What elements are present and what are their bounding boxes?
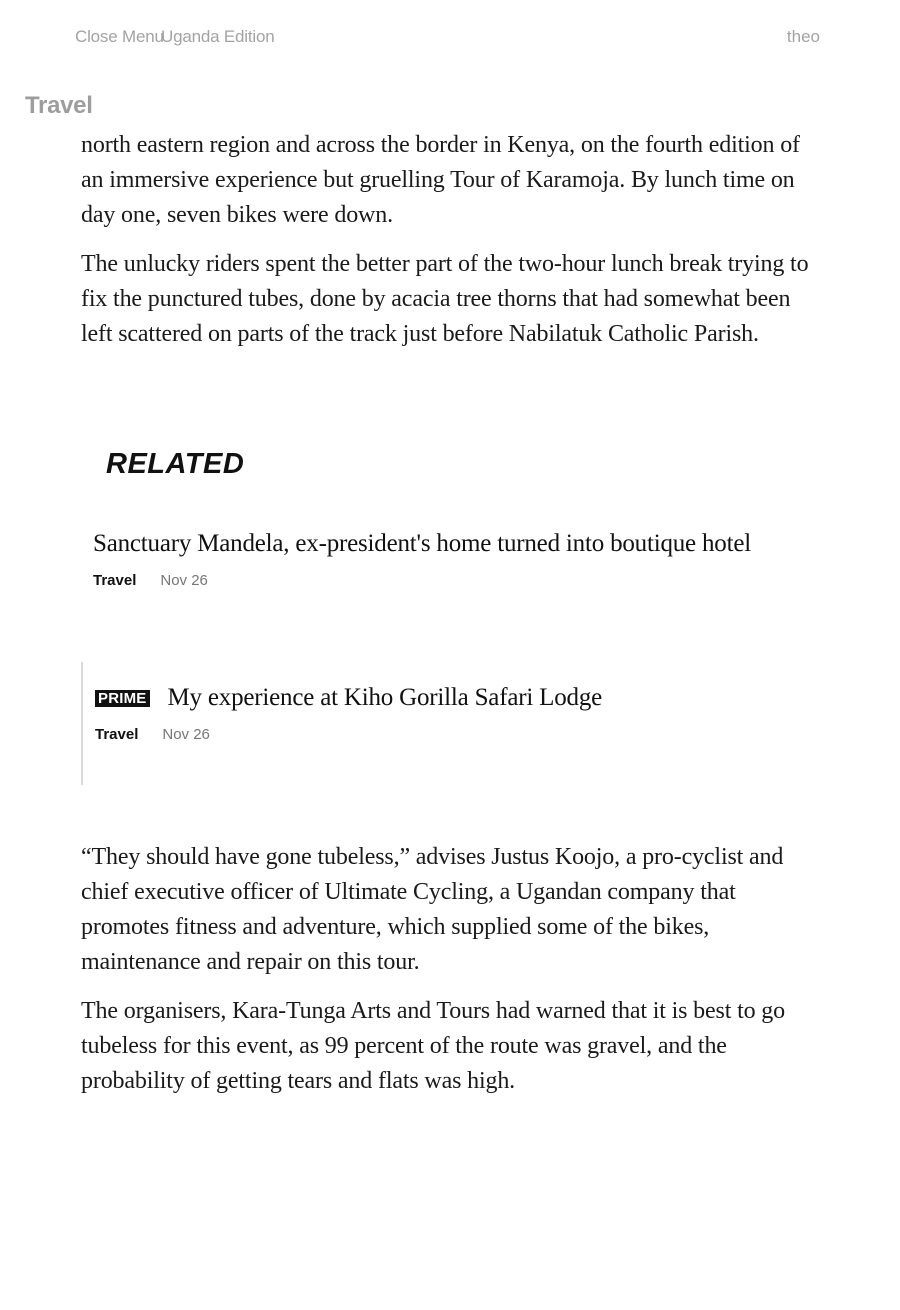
top-bar (0, 0, 900, 76)
related-item-date: Nov 26 (160, 572, 208, 589)
article-body-continued (81, 840, 821, 1113)
article-paragraph: north eastern region and across the border in Kenya, on the fourth edition of an immersive experience but gruelling Tour of Karamoja. By lunch time on day one, seven bikes were down. (81, 132, 800, 228)
article-paragraph: The unlucky riders spent the better part of the two-hour lunch break trying to fix the punctured tubes, done by acacia tree thorns that had somewhat been left scattered on parts of the track just before Nabilatuk Catholic Parish. (81, 251, 809, 347)
related-item[interactable] (93, 528, 813, 589)
related-item-category[interactable]: Travel (95, 726, 139, 743)
user-account-link[interactable]: theo (786, 27, 820, 46)
related-item-category[interactable]: Travel (93, 572, 137, 589)
related-item-title[interactable]: My experience at Kiho Gorilla Safari Lodge (167, 684, 603, 711)
related-item-meta (95, 726, 821, 743)
related-item-meta (93, 572, 813, 589)
edition-selector[interactable]: Uganda Edition (161, 27, 275, 46)
close-menu-button[interactable]: Close Menu (75, 27, 164, 46)
related-heading: RELATED (106, 448, 245, 480)
prime-badge: PRIME (95, 690, 150, 707)
related-item[interactable] (81, 662, 821, 785)
related-item-date: Nov 26 (162, 726, 210, 743)
article-body (81, 128, 821, 366)
section-label[interactable]: Travel (25, 92, 93, 119)
related-item-title-row (95, 682, 821, 714)
related-item-title[interactable]: Sanctuary Mandela, ex-president's home turned into boutique hotel (93, 530, 751, 557)
article-paragraph: The organisers, Kara-Tunga Arts and Tours had warned that it is best to go tubeless for this event, as 99 percent of the route was gravel, and the probability of getting tears and flats was high. (81, 998, 785, 1094)
article-paragraph: “They should have gone tubeless,” advises Justus Koojo, a pro-cyclist and chief executive officer of Ultimate Cycling, a Ugandan company that promotes fitness and adventure, which supplied some of the bikes, maintenance and repair on this tour. (81, 844, 784, 975)
